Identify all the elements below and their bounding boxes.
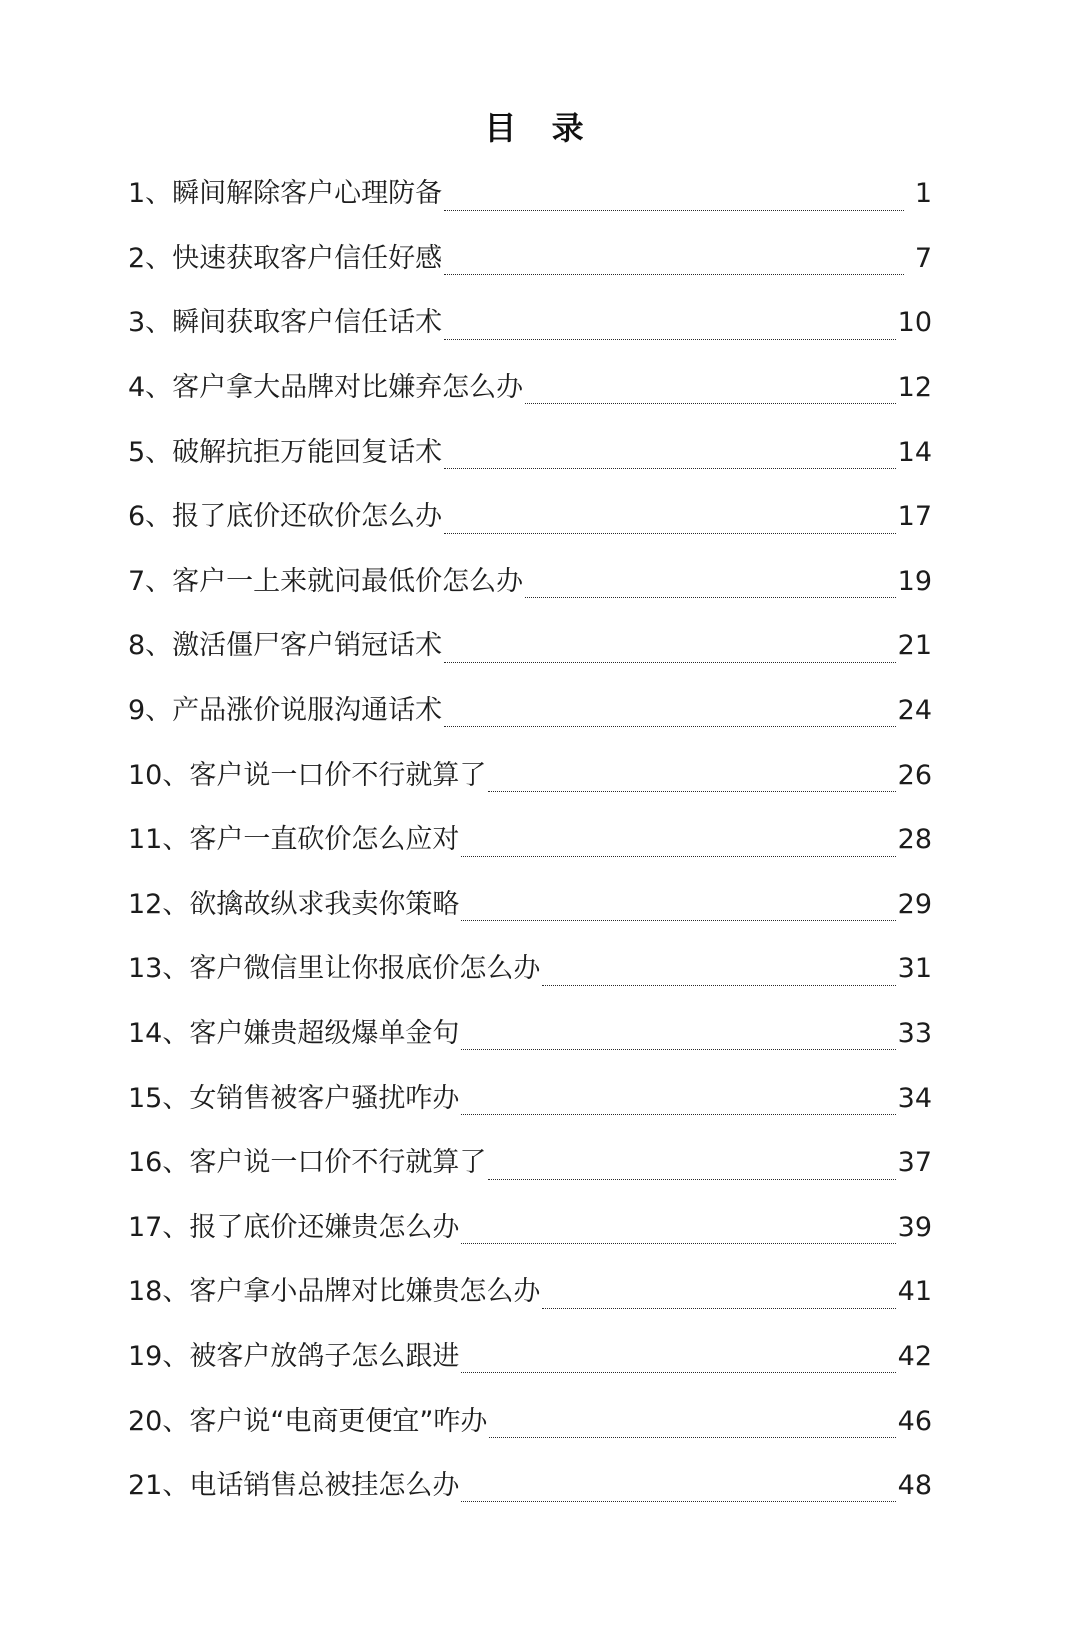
toc-entry[interactable] xyxy=(128,227,932,292)
toc-entry[interactable] xyxy=(128,162,932,227)
dot-leader xyxy=(444,210,904,211)
toc-entry-title: 1、瞬间解除客户心理防备 xyxy=(128,178,443,210)
toc-page-number: 46 xyxy=(897,1405,932,1437)
table-of-contents xyxy=(128,162,932,1518)
toc-page-number: 17 xyxy=(897,501,932,533)
toc-entry[interactable] xyxy=(128,1389,932,1454)
toc-page-number: 14 xyxy=(897,436,932,468)
toc-entry-title: 15、女销售被客户骚扰咋办 xyxy=(128,1082,460,1114)
toc-entry-title: 7、客户一上来就问最低价怎么办 xyxy=(128,565,524,597)
toc-entry-title: 8、激活僵尸客户销冠话术 xyxy=(128,630,443,662)
dot-leader xyxy=(444,726,895,727)
dot-leader xyxy=(461,1243,895,1244)
toc-entry-title: 11、客户一直砍价怎么应对 xyxy=(128,824,460,856)
toc-entry-title: 9、产品涨价说服沟通话术 xyxy=(128,695,443,727)
dot-leader xyxy=(525,403,895,404)
toc-page-number: 10 xyxy=(897,307,932,339)
toc-entry-title: 4、客户拿大品牌对比嫌弃怎么办 xyxy=(128,372,524,404)
toc-entry-title: 6、报了底价还砍价怎么办 xyxy=(128,501,443,533)
toc-page-number: 41 xyxy=(897,1276,932,1308)
toc-entry-title: 21、电话销售总被挂怎么办 xyxy=(128,1470,460,1502)
dot-leader xyxy=(525,597,895,598)
dot-leader xyxy=(488,1179,895,1180)
toc-page-number: 42 xyxy=(897,1340,932,1372)
toc-page-number: 21 xyxy=(897,630,932,662)
dot-leader xyxy=(461,1114,895,1115)
toc-entry-title: 16、客户说一口价不行就算了 xyxy=(128,1147,487,1179)
dot-leader xyxy=(444,274,904,275)
dot-leader xyxy=(444,339,895,340)
toc-title: 目 录 xyxy=(484,109,596,147)
toc-page-number: 29 xyxy=(897,888,932,920)
toc-page-number: 26 xyxy=(897,759,932,791)
toc-entry[interactable] xyxy=(128,291,932,356)
toc-entry-title: 17、报了底价还嫌贵怎么办 xyxy=(128,1211,460,1243)
dot-leader xyxy=(444,468,895,469)
dot-leader xyxy=(444,533,895,534)
toc-page-number: 7 xyxy=(914,242,932,274)
dot-leader xyxy=(461,1049,895,1050)
dot-leader xyxy=(461,1372,895,1373)
toc-entry[interactable] xyxy=(128,1131,932,1196)
toc-entry[interactable] xyxy=(128,1325,932,1390)
toc-page-number: 12 xyxy=(897,372,932,404)
toc-page-number: 31 xyxy=(897,953,932,985)
toc-page-number: 33 xyxy=(897,1018,932,1050)
toc-page-number: 37 xyxy=(897,1147,932,1179)
toc-entry[interactable] xyxy=(128,1196,932,1261)
toc-entry-title: 14、客户嫌贵超级爆单金句 xyxy=(128,1018,460,1050)
toc-entry[interactable] xyxy=(128,743,932,808)
dot-leader xyxy=(542,1308,895,1309)
toc-entry-title: 13、客户微信里让你报底价怎么办 xyxy=(128,953,541,985)
toc-entry[interactable] xyxy=(128,873,932,938)
toc-entry[interactable] xyxy=(128,420,932,485)
dot-leader xyxy=(489,1437,895,1438)
toc-page-number: 39 xyxy=(897,1211,932,1243)
toc-entry[interactable] xyxy=(128,550,932,615)
toc-entry[interactable] xyxy=(128,937,932,1002)
toc-page-number: 34 xyxy=(897,1082,932,1114)
toc-entry-title: 20、客户说“电商更便宜”咋办 xyxy=(128,1405,488,1437)
toc-entry[interactable] xyxy=(128,808,932,873)
dot-leader xyxy=(542,985,895,986)
toc-entry-title: 5、破解抗拒万能回复话术 xyxy=(128,436,443,468)
toc-entry-title: 10、客户说一口价不行就算了 xyxy=(128,759,487,791)
dot-leader xyxy=(461,920,895,921)
toc-entry-title: 2、快速获取客户信任好感 xyxy=(128,242,443,274)
toc-entry[interactable] xyxy=(128,1260,932,1325)
toc-entry[interactable] xyxy=(128,485,932,550)
toc-page-number: 48 xyxy=(897,1470,932,1502)
toc-entry[interactable] xyxy=(128,614,932,679)
toc-page-number: 19 xyxy=(897,565,932,597)
toc-page-number: 1 xyxy=(914,178,932,210)
toc-entry-title: 3、瞬间获取客户信任话术 xyxy=(128,307,443,339)
toc-entry[interactable] xyxy=(128,1066,932,1131)
toc-entry-title: 12、欲擒故纵求我卖你策略 xyxy=(128,888,460,920)
toc-entry[interactable] xyxy=(128,356,932,421)
dot-leader xyxy=(488,791,895,792)
toc-entry[interactable] xyxy=(128,679,932,744)
dot-leader xyxy=(461,1501,895,1502)
toc-entry-title: 18、客户拿小品牌对比嫌贵怎么办 xyxy=(128,1276,541,1308)
toc-page-number: 24 xyxy=(897,695,932,727)
dot-leader xyxy=(461,856,895,857)
toc-entry[interactable] xyxy=(128,1454,932,1519)
toc-entry[interactable] xyxy=(128,1002,932,1067)
toc-entry-title: 19、被客户放鸽子怎么跟进 xyxy=(128,1340,460,1372)
toc-page-number: 28 xyxy=(897,824,932,856)
dot-leader xyxy=(444,662,895,663)
